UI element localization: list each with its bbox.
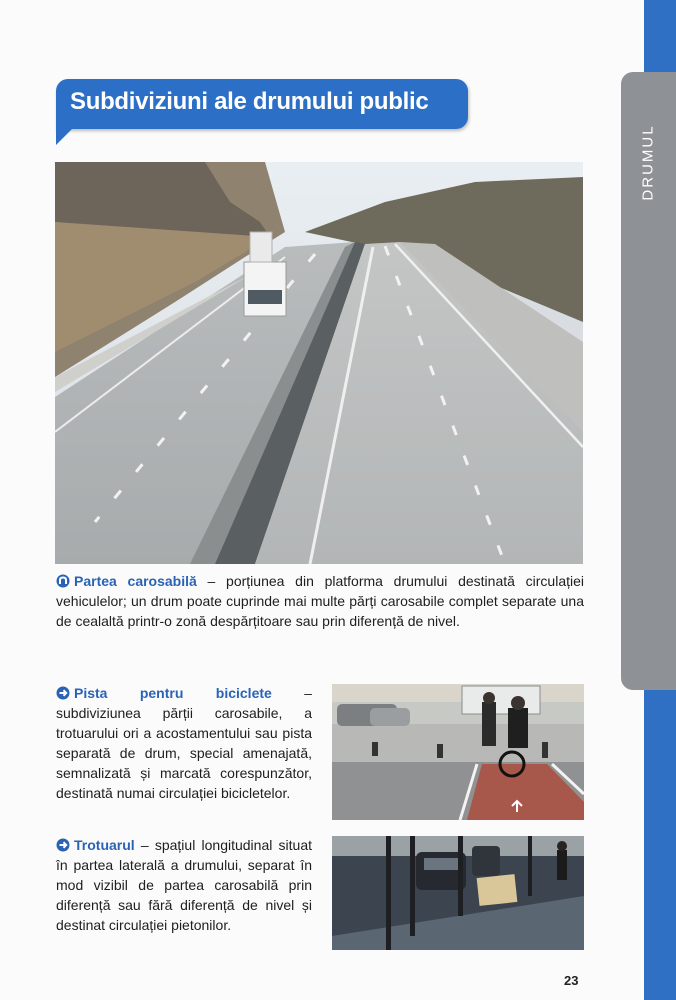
title-banner	[56, 79, 468, 129]
page-title: Subdiviziuni ale drumului public	[70, 88, 429, 115]
definition-bike-lane: – subdiviziunea părții carosabile, a trotuarului ori a acostamentului sau pista separată de drum, special amenajată, semnalizată și marcată corespunzător, destinată numai circulației bicicletelor.	[56, 685, 312, 801]
section-sidewalk	[56, 835, 312, 935]
highway-photo	[55, 162, 583, 564]
definition-roadway: – porțiunea din platforma drumului destinată circulației vehiculelor; un drum poate cuprinde mai multe părți carosabile complet separate una de cealaltă printr-o zonă despărțitoare sau prin diferență de nivel.	[56, 573, 584, 629]
section-roadway	[56, 571, 584, 631]
page-number: 23	[564, 973, 579, 988]
term-bike-lane: Pista pentru biciclete	[74, 685, 272, 701]
arrow-bullet-icon	[56, 574, 70, 588]
arrow-bullet-icon	[56, 686, 70, 700]
definition-sidewalk: – spațiul longitudinal situat în partea laterală a drumului, separat în mod vizibil de partea carosabilă prin diferență sau fără diferență de nivel și destinat circulației pietonilor.	[56, 837, 312, 933]
chapter-tab	[621, 72, 676, 690]
sidewalk-photo	[332, 836, 584, 950]
chapter-tab-label: DRUMUL	[640, 123, 658, 201]
term-roadway: Partea carosabilă	[74, 573, 197, 589]
arrow-bullet-icon	[56, 838, 70, 852]
bike-lane-photo	[332, 684, 584, 820]
term-sidewalk: Trotuarul	[74, 837, 135, 853]
section-bike-lane	[56, 683, 312, 803]
